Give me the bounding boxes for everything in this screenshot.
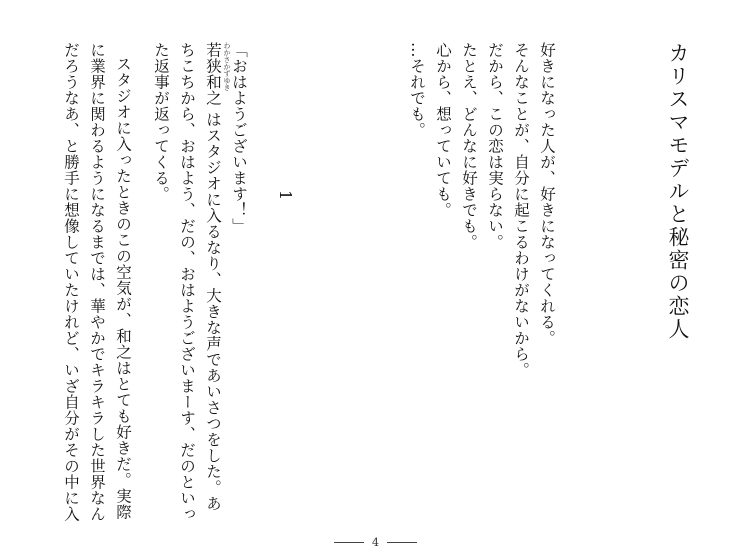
- footer-rule-right: [387, 542, 417, 543]
- name-ruby: わかさかずゆき: [223, 42, 231, 91]
- footer-rule-left: [334, 542, 364, 543]
- poem-line-3: だから、この恋は実らない。: [486, 42, 504, 250]
- poem-line-5: 心から、想っていても。: [434, 42, 452, 218]
- body-line-3: ちこちから、おはよう、だの、おはようございまーす、だのといっ: [178, 42, 196, 522]
- chapter-number: 1: [276, 190, 295, 201]
- name-with-ruby: [204, 42, 231, 111]
- body-line-4: た返事が返ってくる。: [152, 42, 170, 202]
- page-number: 4: [372, 535, 379, 549]
- chapter-title: カリスマモデルと秘密の恋人: [666, 42, 690, 341]
- body-line-2-text: はスタジオに入るなり、大きな声であいさつをした。あ: [204, 111, 222, 512]
- body-line-2: [202, 42, 231, 512]
- character-name: 若狭和之: [204, 42, 222, 106]
- poem-line-6: …それでも。: [408, 42, 426, 138]
- body-line-6: に業界に関わるようになるまでは、華やかでキラキラした世界なん: [88, 42, 106, 522]
- page-footer: [0, 532, 751, 552]
- body-line-5: スタジオに入ったときのこの空気が、和之はとても好きだ。実際: [114, 56, 132, 520]
- poem-line-2: そんなことが、自分に起こるわけがないから。: [512, 42, 530, 378]
- dialogue-line: 「おはようございます！」: [230, 42, 248, 234]
- poem-line-4: たとえ、どんなに好きでも。: [460, 42, 478, 250]
- body-line-7: だろうなあ、と勝手に想像していたけれど、いざ自分がその中に入: [62, 42, 80, 522]
- poem-line-1: 好きになった人が、好きになってくれる。: [538, 42, 556, 346]
